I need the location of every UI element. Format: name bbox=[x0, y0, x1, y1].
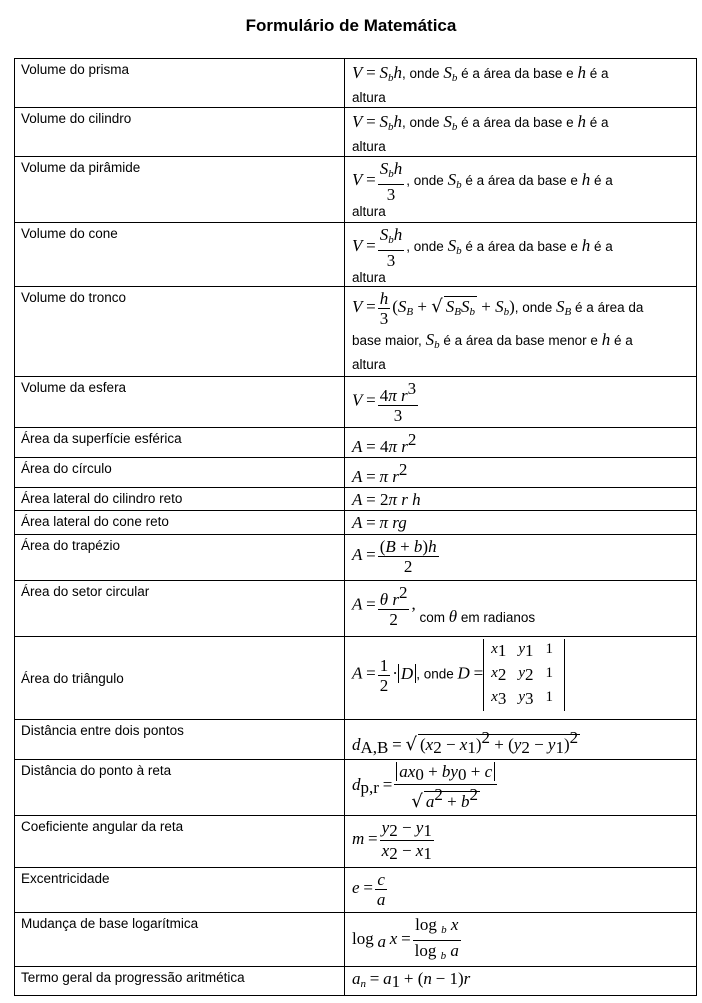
formula-cell: A = π $r^2$ bbox=[345, 458, 697, 488]
table-row bbox=[15, 760, 697, 816]
formula-name: Volume do tronco bbox=[15, 287, 345, 377]
page-title: Formulário de Matemática bbox=[245, 16, 457, 35]
table-row bbox=[15, 428, 697, 458]
table-row bbox=[15, 377, 697, 428]
formula-name: Volume do prisma bbox=[15, 59, 345, 108]
table-row bbox=[15, 637, 697, 720]
table-row bbox=[15, 59, 697, 108]
formula-name: Área lateral do cone reto bbox=[15, 511, 345, 535]
table-row bbox=[15, 157, 697, 223]
table-row bbox=[15, 108, 697, 157]
table-row bbox=[15, 535, 697, 581]
formula-cell: e = $\frac{c}{a}$ bbox=[345, 868, 697, 913]
formula-name: Distância do ponto à reta bbox=[15, 760, 345, 816]
formula-cell: A = 4π $r^2$ bbox=[345, 428, 697, 458]
formula-name: Volume do cone bbox=[15, 223, 345, 287]
formula-cell: A = 2π r h bbox=[345, 488, 697, 511]
determinant: $x_1$ $y_1$ 1 $x_2$ $y_2$ 1 $x_3$ $y_3$ 1 bbox=[483, 639, 565, 711]
formula-cell: $V = S_bh$, onde $S_b$ é a área da base e h é a altura bbox=[345, 108, 697, 157]
formula-name: Área do triângulo bbox=[15, 637, 345, 720]
formula-name: Área do trapézio bbox=[15, 535, 345, 581]
formula-cell: A = $\frac{(B + b)h}{2}$ bbox=[345, 535, 697, 581]
formula-cell: V = $\frac{S_bh}{3}$ , onde $S_b$ é a área da base e h é a altura bbox=[345, 223, 697, 287]
formula-name: Coeficiente angular da reta bbox=[15, 816, 345, 868]
formula-name: Volume da esfera bbox=[15, 377, 345, 428]
formula-cell: V = $\frac{h}{3}$ ($S_B$ + √ $S_BS_b + S_b$), onde $S_B$ é a área da base maior, $S_b$ é a área da base menor e h é a altura bbox=[345, 287, 697, 377]
formula-name: Área do círculo bbox=[15, 458, 345, 488]
formula-name: Área lateral do cilindro reto bbox=[15, 488, 345, 511]
formula-cell: V = $\frac{S_bh}{3}$ , onde $S_b$ é a área da base e h é a altura bbox=[345, 157, 697, 223]
formula-name: Mudança de base logarítmica bbox=[15, 913, 345, 967]
formula-cell: $V = S_bh$, onde $S_b$ é a área da base e h é a altura bbox=[345, 59, 697, 108]
table-row bbox=[15, 913, 697, 967]
formula-cell: m = $\frac{y_2 - y_1}{x_2 - x_1}$ bbox=[345, 816, 697, 868]
table-row bbox=[15, 868, 697, 913]
table-row bbox=[15, 720, 697, 760]
table-row bbox=[15, 581, 697, 637]
formula-name: Volume da pirâmide bbox=[15, 157, 345, 223]
formula-name: Área do setor circular bbox=[15, 581, 345, 637]
table-row bbox=[15, 458, 697, 488]
table-row bbox=[15, 816, 697, 868]
table-row bbox=[15, 511, 697, 535]
formula-name: Área da superfície esférica bbox=[15, 428, 345, 458]
formula-name: Distância entre dois pontos bbox=[15, 720, 345, 760]
formula-cell: A = $\frac{1}{2}$ · D , onde D = $x_1$ $y_1$ 1 $x_2$ $y_2$ 1 $x_3$ $y_3$ 1 bbox=[345, 637, 697, 720]
formula-cell: A = π rg bbox=[345, 511, 697, 535]
formula-cell: $d_{A,B}$ = √ $(x_2 - x_1)^2 + (y_2 - y_1)^2$ bbox=[345, 720, 697, 760]
formula-name: Excentricidade bbox=[15, 868, 345, 913]
table-row bbox=[15, 967, 697, 996]
formula-cell: V = $\frac{4\pi r^3}{3}$ bbox=[345, 377, 697, 428]
formula-cell: log $_a$ x = $\frac{\log _b x}{\log _b a}$ bbox=[345, 913, 697, 967]
table-row bbox=[15, 223, 697, 287]
formula-table bbox=[14, 58, 697, 996]
formula-cell: A = $\frac{\theta r^2}{2}$ , com θ em radianos bbox=[345, 581, 697, 637]
formula-cell: $d_{p,r}$ = $\frac{ax_0 + by_0 + c}{√ a^2 + b^2}$ bbox=[345, 760, 697, 816]
table-row bbox=[15, 287, 697, 377]
formula-cell: $a_n = a_1 + (n - 1)r$ bbox=[345, 967, 697, 996]
formula-name: Volume do cilindro bbox=[15, 108, 345, 157]
table-row bbox=[15, 488, 697, 511]
formula-name: Termo geral da progressão aritmética bbox=[15, 967, 345, 996]
